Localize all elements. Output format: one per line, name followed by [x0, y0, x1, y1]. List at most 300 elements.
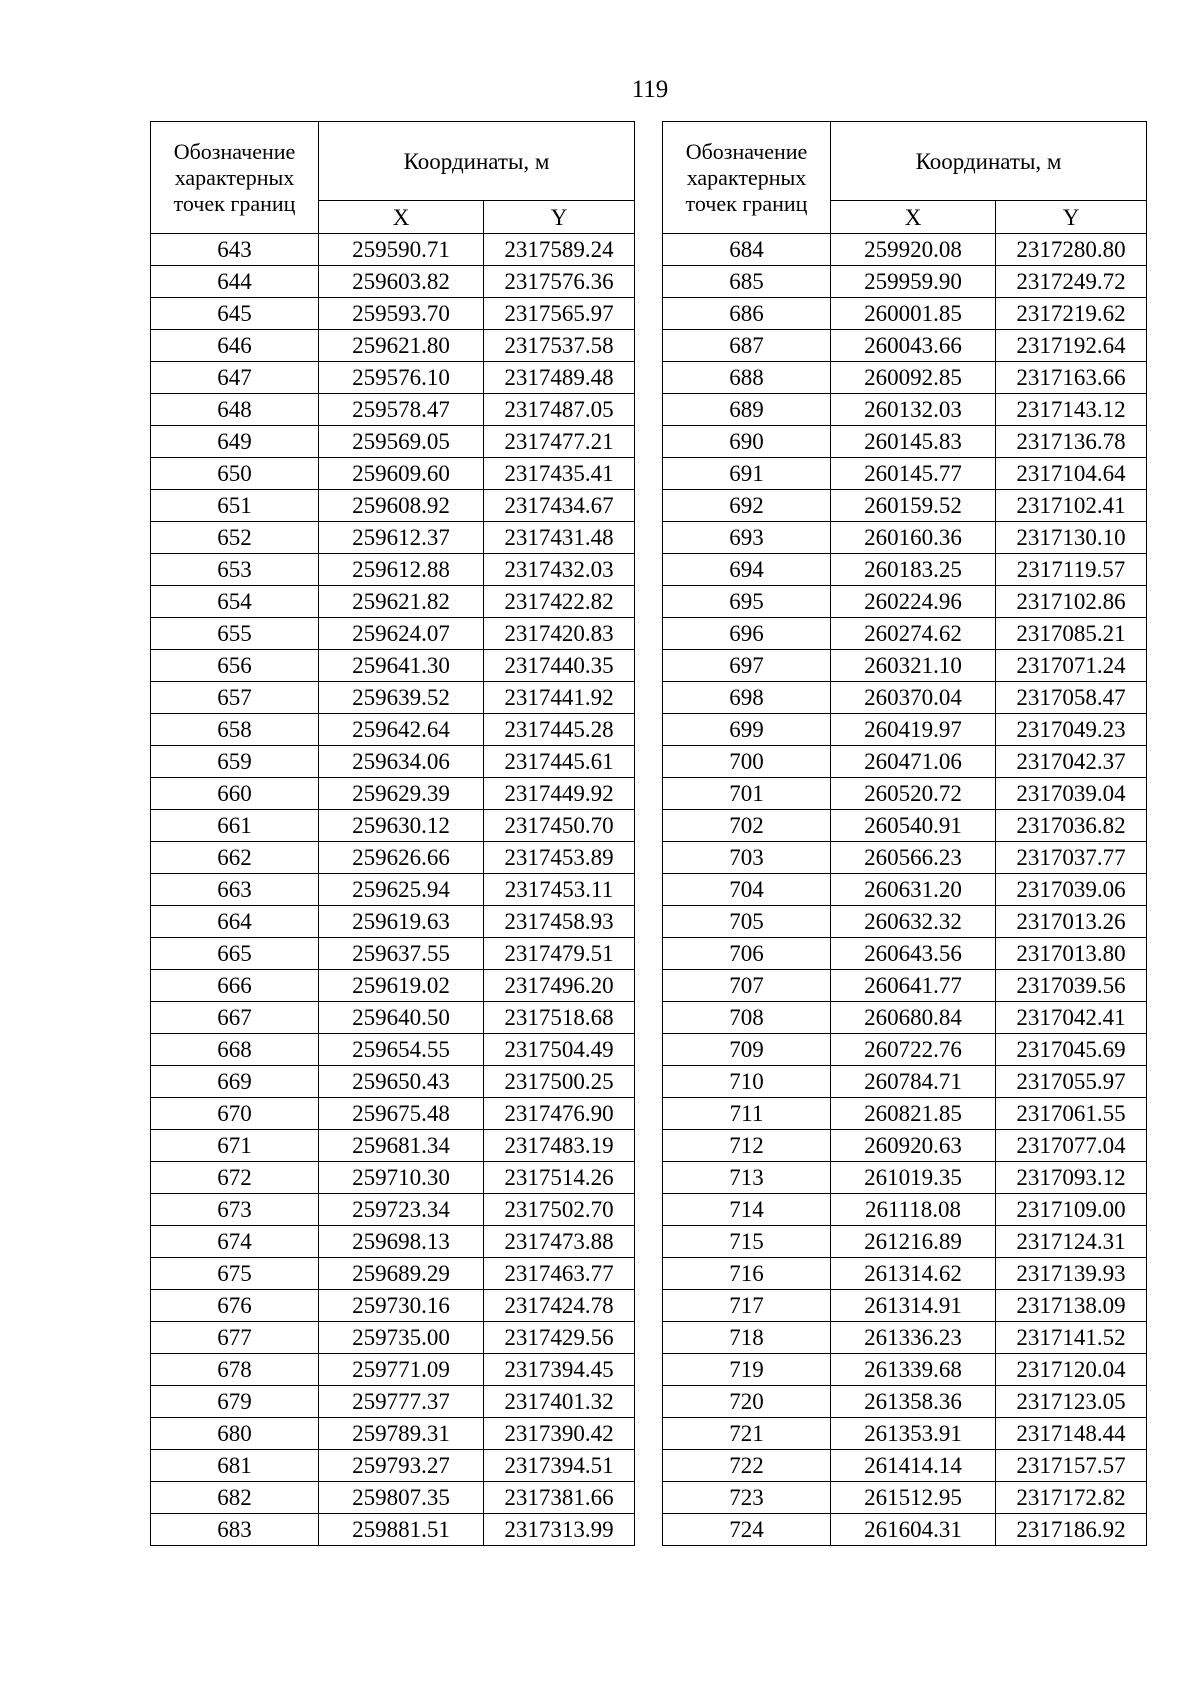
point-id-cell: 714: [663, 1194, 831, 1226]
point-id-cell: 659: [151, 746, 319, 778]
table-row: [151, 1450, 635, 1482]
y-coordinate-cell: 2317192.64: [996, 330, 1147, 362]
table-row: [663, 298, 1147, 330]
x-coordinate-cell: 259959.90: [831, 266, 996, 298]
y-coordinate-cell: 2317394.45: [484, 1354, 635, 1386]
table-row: [151, 938, 635, 970]
table-row: [663, 938, 1147, 970]
x-coordinate-cell: 259576.10: [319, 362, 484, 394]
point-id-cell: 696: [663, 618, 831, 650]
y-coordinate-cell: 2317036.82: [996, 810, 1147, 842]
y-coordinate-cell: 2317141.52: [996, 1322, 1147, 1354]
x-coordinate-cell: 259634.06: [319, 746, 484, 778]
point-id-cell: 672: [151, 1162, 319, 1194]
y-coordinate-cell: 2317102.41: [996, 490, 1147, 522]
table-row: [663, 906, 1147, 938]
x-coordinate-cell: 260566.23: [831, 842, 996, 874]
table-row: [663, 234, 1147, 266]
point-id-cell: 689: [663, 394, 831, 426]
table-row: [151, 1322, 635, 1354]
point-id-cell: 693: [663, 522, 831, 554]
table-row: [663, 682, 1147, 714]
y-coordinate-cell: 2317104.64: [996, 458, 1147, 490]
point-id-cell: 664: [151, 906, 319, 938]
point-id-cell: 691: [663, 458, 831, 490]
point-id-cell: 721: [663, 1418, 831, 1450]
x-coordinate-cell: 259920.08: [831, 234, 996, 266]
y-coordinate-cell: 2317102.86: [996, 586, 1147, 618]
y-coordinate-cell: 2317483.19: [484, 1130, 635, 1162]
y-coordinate-cell: 2317039.06: [996, 874, 1147, 906]
table-row: [151, 266, 635, 298]
x-coordinate-cell: 260821.85: [831, 1098, 996, 1130]
x-coordinate-cell: 260920.63: [831, 1130, 996, 1162]
x-coordinate-cell: 260680.84: [831, 1002, 996, 1034]
x-coordinate-cell: 259710.30: [319, 1162, 484, 1194]
y-coordinate-cell: 2317432.03: [484, 554, 635, 586]
table-row: [663, 810, 1147, 842]
table-row: [663, 874, 1147, 906]
points-column-header: Обозначение характерных точек границ: [151, 122, 319, 234]
table-body: [663, 234, 1147, 1546]
table-row: [151, 842, 635, 874]
table-row: [151, 1514, 635, 1546]
table-row: [151, 618, 635, 650]
point-id-cell: 674: [151, 1226, 319, 1258]
point-id-cell: 687: [663, 330, 831, 362]
table-row: [151, 554, 635, 586]
table-row: [663, 746, 1147, 778]
table-row: [663, 362, 1147, 394]
y-coordinate-cell: 2317453.89: [484, 842, 635, 874]
point-id-cell: 695: [663, 586, 831, 618]
point-id-cell: 657: [151, 682, 319, 714]
point-id-cell: 650: [151, 458, 319, 490]
y-coordinate-cell: 2317589.24: [484, 234, 635, 266]
point-id-cell: 698: [663, 682, 831, 714]
x-coordinate-cell: 259723.34: [319, 1194, 484, 1226]
table-row: [151, 746, 635, 778]
x-coordinate-cell: 259612.88: [319, 554, 484, 586]
y-coordinate-cell: 2317138.09: [996, 1290, 1147, 1322]
point-id-cell: 704: [663, 874, 831, 906]
point-id-cell: 699: [663, 714, 831, 746]
point-id-cell: 719: [663, 1354, 831, 1386]
point-id-cell: 690: [663, 426, 831, 458]
table-row: [151, 1386, 635, 1418]
table-row: [663, 842, 1147, 874]
table-row: [151, 458, 635, 490]
x-coordinate-cell: 259650.43: [319, 1066, 484, 1098]
x-coordinate-cell: 259630.12: [319, 810, 484, 842]
y-coordinate-cell: 2317071.24: [996, 650, 1147, 682]
x-coordinate-cell: 260520.72: [831, 778, 996, 810]
y-coordinate-cell: 2317313.99: [484, 1514, 635, 1546]
table-row: [663, 1194, 1147, 1226]
point-id-cell: 673: [151, 1194, 319, 1226]
y-coordinate-cell: 2317424.78: [484, 1290, 635, 1322]
point-id-cell: 720: [663, 1386, 831, 1418]
x-coordinate-cell: 259789.31: [319, 1418, 484, 1450]
table-row: [151, 490, 635, 522]
x-coordinate-cell: 259593.70: [319, 298, 484, 330]
x-coordinate-cell: 260419.97: [831, 714, 996, 746]
point-id-cell: 644: [151, 266, 319, 298]
point-id-cell: 647: [151, 362, 319, 394]
point-id-cell: 683: [151, 1514, 319, 1546]
y-coordinate-cell: 2317058.47: [996, 682, 1147, 714]
y-coordinate-cell: 2317445.61: [484, 746, 635, 778]
table-row: [151, 362, 635, 394]
point-id-cell: 724: [663, 1514, 831, 1546]
x-coordinate-cell: 259793.27: [319, 1450, 484, 1482]
x-coordinate-cell: 261019.35: [831, 1162, 996, 1194]
y-coordinate-cell: 2317109.00: [996, 1194, 1147, 1226]
point-id-cell: 715: [663, 1226, 831, 1258]
y-coordinate-cell: 2317576.36: [484, 266, 635, 298]
x-coordinate-cell: 260643.56: [831, 938, 996, 970]
point-id-cell: 716: [663, 1258, 831, 1290]
x-coordinate-cell: 259578.47: [319, 394, 484, 426]
y-coordinate-cell: 2317042.41: [996, 1002, 1147, 1034]
x-coordinate-cell: 259777.37: [319, 1386, 484, 1418]
table-row: [151, 330, 635, 362]
x-coordinate-cell: 261512.95: [831, 1482, 996, 1514]
point-id-cell: 668: [151, 1034, 319, 1066]
table-row: [151, 906, 635, 938]
coordinates-column-header: Координаты, м: [319, 122, 635, 201]
point-id-cell: 697: [663, 650, 831, 682]
table-row: [151, 1258, 635, 1290]
table-row: [151, 1482, 635, 1514]
table-row: [151, 522, 635, 554]
x-coordinate-cell: 260321.10: [831, 650, 996, 682]
y-coordinate-cell: 2317037.77: [996, 842, 1147, 874]
page-number: 119: [631, 76, 669, 103]
y-coordinate-cell: 2317440.35: [484, 650, 635, 682]
table-row: [663, 1002, 1147, 1034]
y-coordinate-cell: 2317130.10: [996, 522, 1147, 554]
point-id-cell: 706: [663, 938, 831, 970]
point-id-cell: 646: [151, 330, 319, 362]
point-id-cell: 666: [151, 970, 319, 1002]
table-row: [151, 1354, 635, 1386]
table-body: [151, 234, 635, 1546]
y-coordinate-cell: 2317042.37: [996, 746, 1147, 778]
table-row: [663, 426, 1147, 458]
point-id-cell: 678: [151, 1354, 319, 1386]
x-coordinate-cell: 259624.07: [319, 618, 484, 650]
point-id-cell: 663: [151, 874, 319, 906]
x-coordinate-cell: 259612.37: [319, 522, 484, 554]
x-coordinate-cell: 260722.76: [831, 1034, 996, 1066]
table-row: [151, 874, 635, 906]
y-coordinate-cell: 2317489.48: [484, 362, 635, 394]
x-column-header: X: [319, 201, 484, 234]
y-coordinate-cell: 2317077.04: [996, 1130, 1147, 1162]
y-coordinate-cell: 2317449.92: [484, 778, 635, 810]
x-coordinate-cell: 260641.77: [831, 970, 996, 1002]
x-coordinate-cell: 259881.51: [319, 1514, 484, 1546]
y-coordinate-cell: 2317143.12: [996, 394, 1147, 426]
y-coordinate-cell: 2317139.93: [996, 1258, 1147, 1290]
x-coordinate-cell: 259640.50: [319, 1002, 484, 1034]
point-id-cell: 711: [663, 1098, 831, 1130]
table-row: [663, 618, 1147, 650]
y-coordinate-cell: 2317500.25: [484, 1066, 635, 1098]
point-id-cell: 653: [151, 554, 319, 586]
y-coordinate-cell: 2317120.04: [996, 1354, 1147, 1386]
x-coordinate-cell: 261118.08: [831, 1194, 996, 1226]
y-coordinate-cell: 2317148.44: [996, 1418, 1147, 1450]
point-id-cell: 703: [663, 842, 831, 874]
point-id-cell: 662: [151, 842, 319, 874]
y-coordinate-cell: 2317473.88: [484, 1226, 635, 1258]
y-coordinate-cell: 2317013.26: [996, 906, 1147, 938]
y-coordinate-cell: 2317487.05: [484, 394, 635, 426]
x-coordinate-cell: 259608.92: [319, 490, 484, 522]
x-column-header: X: [831, 201, 996, 234]
x-coordinate-cell: 260092.85: [831, 362, 996, 394]
y-column-header: Y: [484, 201, 635, 234]
x-coordinate-cell: 259626.66: [319, 842, 484, 874]
y-coordinate-cell: 2317093.12: [996, 1162, 1147, 1194]
y-coordinate-cell: 2317514.26: [484, 1162, 635, 1194]
table-row: [663, 1482, 1147, 1514]
table-row: [663, 1034, 1147, 1066]
y-coordinate-cell: 2317431.48: [484, 522, 635, 554]
y-coordinate-cell: 2317055.97: [996, 1066, 1147, 1098]
table-row: [663, 554, 1147, 586]
table-row: [151, 426, 635, 458]
point-id-cell: 682: [151, 1482, 319, 1514]
x-coordinate-cell: 261414.14: [831, 1450, 996, 1482]
point-id-cell: 652: [151, 522, 319, 554]
x-coordinate-cell: 260540.91: [831, 810, 996, 842]
y-coordinate-cell: 2317420.83: [484, 618, 635, 650]
table-row: [663, 1226, 1147, 1258]
x-coordinate-cell: 259629.39: [319, 778, 484, 810]
x-coordinate-cell: 259603.82: [319, 266, 484, 298]
point-id-cell: 645: [151, 298, 319, 330]
point-id-cell: 675: [151, 1258, 319, 1290]
y-coordinate-cell: 2317445.28: [484, 714, 635, 746]
y-coordinate-cell: 2317504.49: [484, 1034, 635, 1066]
y-coordinate-cell: 2317435.41: [484, 458, 635, 490]
y-coordinate-cell: 2317172.82: [996, 1482, 1147, 1514]
y-coordinate-cell: 2317502.70: [484, 1194, 635, 1226]
y-coordinate-cell: 2317039.56: [996, 970, 1147, 1002]
table-row: [151, 1098, 635, 1130]
table-row: [663, 1290, 1147, 1322]
point-id-cell: 718: [663, 1322, 831, 1354]
x-coordinate-cell: 260183.25: [831, 554, 996, 586]
point-id-cell: 686: [663, 298, 831, 330]
y-coordinate-cell: 2317381.66: [484, 1482, 635, 1514]
x-coordinate-cell: 259621.80: [319, 330, 484, 362]
y-coordinate-cell: 2317565.97: [484, 298, 635, 330]
y-coordinate-cell: 2317049.23: [996, 714, 1147, 746]
point-id-cell: 649: [151, 426, 319, 458]
y-coordinate-cell: 2317061.55: [996, 1098, 1147, 1130]
x-coordinate-cell: 260224.96: [831, 586, 996, 618]
x-coordinate-cell: 259771.09: [319, 1354, 484, 1386]
table-row: [663, 490, 1147, 522]
point-id-cell: 648: [151, 394, 319, 426]
table-row: [151, 970, 635, 1002]
x-coordinate-cell: 261358.36: [831, 1386, 996, 1418]
point-id-cell: 669: [151, 1066, 319, 1098]
table-row: [151, 1290, 635, 1322]
y-coordinate-cell: 2317157.57: [996, 1450, 1147, 1482]
y-coordinate-cell: 2317453.11: [484, 874, 635, 906]
table-row: [663, 330, 1147, 362]
x-coordinate-cell: 259641.30: [319, 650, 484, 682]
x-coordinate-cell: 259689.29: [319, 1258, 484, 1290]
table-row: [663, 1130, 1147, 1162]
point-id-cell: 677: [151, 1322, 319, 1354]
y-coordinate-cell: 2317422.82: [484, 586, 635, 618]
point-id-cell: 660: [151, 778, 319, 810]
point-id-cell: 723: [663, 1482, 831, 1514]
point-id-cell: 651: [151, 490, 319, 522]
point-id-cell: 654: [151, 586, 319, 618]
point-id-cell: 655: [151, 618, 319, 650]
x-coordinate-cell: 259735.00: [319, 1322, 484, 1354]
y-column-header: Y: [996, 201, 1147, 234]
table-row: [151, 714, 635, 746]
table-row: [663, 1258, 1147, 1290]
point-id-cell: 694: [663, 554, 831, 586]
x-coordinate-cell: 259675.48: [319, 1098, 484, 1130]
x-coordinate-cell: 259590.71: [319, 234, 484, 266]
table-row: [663, 586, 1147, 618]
table-row: [151, 586, 635, 618]
x-coordinate-cell: 259642.64: [319, 714, 484, 746]
table-row: [663, 522, 1147, 554]
table-row: [663, 1386, 1147, 1418]
table-row: [151, 1066, 635, 1098]
table-row: [663, 778, 1147, 810]
x-coordinate-cell: 259681.34: [319, 1130, 484, 1162]
x-coordinate-cell: 261314.91: [831, 1290, 996, 1322]
y-coordinate-cell: 2317518.68: [484, 1002, 635, 1034]
y-coordinate-cell: 2317219.62: [996, 298, 1147, 330]
point-id-cell: 679: [151, 1386, 319, 1418]
table-row: [663, 970, 1147, 1002]
point-id-cell: 688: [663, 362, 831, 394]
y-coordinate-cell: 2317496.20: [484, 970, 635, 1002]
y-coordinate-cell: 2317045.69: [996, 1034, 1147, 1066]
y-coordinate-cell: 2317249.72: [996, 266, 1147, 298]
x-coordinate-cell: 259619.63: [319, 906, 484, 938]
y-coordinate-cell: 2317390.42: [484, 1418, 635, 1450]
y-coordinate-cell: 2317429.56: [484, 1322, 635, 1354]
coordinates-column-header: Координаты, м: [831, 122, 1147, 201]
y-coordinate-cell: 2317463.77: [484, 1258, 635, 1290]
y-coordinate-cell: 2317479.51: [484, 938, 635, 970]
x-coordinate-cell: 260145.83: [831, 426, 996, 458]
points-column-header: Обозначение характерных точек границ: [663, 122, 831, 234]
x-coordinate-cell: 261314.62: [831, 1258, 996, 1290]
point-id-cell: 685: [663, 266, 831, 298]
point-id-cell: 681: [151, 1450, 319, 1482]
coordinates-table-left: [150, 121, 635, 1546]
table-row: [151, 810, 635, 842]
x-coordinate-cell: 259609.60: [319, 458, 484, 490]
x-coordinate-cell: 259730.16: [319, 1290, 484, 1322]
x-coordinate-cell: 260274.62: [831, 618, 996, 650]
point-id-cell: 676: [151, 1290, 319, 1322]
y-coordinate-cell: 2317477.21: [484, 426, 635, 458]
point-id-cell: 700: [663, 746, 831, 778]
point-id-cell: 710: [663, 1066, 831, 1098]
point-id-cell: 684: [663, 234, 831, 266]
table-row: [151, 682, 635, 714]
point-id-cell: 701: [663, 778, 831, 810]
y-coordinate-cell: 2317163.66: [996, 362, 1147, 394]
y-coordinate-cell: 2317401.32: [484, 1386, 635, 1418]
point-id-cell: 717: [663, 1290, 831, 1322]
table-row: [663, 1514, 1147, 1546]
y-coordinate-cell: 2317085.21: [996, 618, 1147, 650]
y-coordinate-cell: 2317280.80: [996, 234, 1147, 266]
x-coordinate-cell: 260784.71: [831, 1066, 996, 1098]
point-id-cell: 665: [151, 938, 319, 970]
y-coordinate-cell: 2317441.92: [484, 682, 635, 714]
table-row: [663, 1098, 1147, 1130]
point-id-cell: 713: [663, 1162, 831, 1194]
table-row: [151, 1194, 635, 1226]
point-id-cell: 712: [663, 1130, 831, 1162]
y-coordinate-cell: 2317450.70: [484, 810, 635, 842]
table-row: [663, 1322, 1147, 1354]
x-coordinate-cell: 260160.36: [831, 522, 996, 554]
table-row: [151, 1226, 635, 1258]
x-coordinate-cell: 259569.05: [319, 426, 484, 458]
point-id-cell: 692: [663, 490, 831, 522]
x-coordinate-cell: 260145.77: [831, 458, 996, 490]
x-coordinate-cell: 261604.31: [831, 1514, 996, 1546]
point-id-cell: 722: [663, 1450, 831, 1482]
x-coordinate-cell: 260001.85: [831, 298, 996, 330]
x-coordinate-cell: 260471.06: [831, 746, 996, 778]
point-id-cell: 670: [151, 1098, 319, 1130]
table-row: [663, 1418, 1147, 1450]
table-row: [663, 714, 1147, 746]
y-coordinate-cell: 2317136.78: [996, 426, 1147, 458]
point-id-cell: 680: [151, 1418, 319, 1450]
y-coordinate-cell: 2317123.05: [996, 1386, 1147, 1418]
point-id-cell: 661: [151, 810, 319, 842]
x-coordinate-cell: 261216.89: [831, 1226, 996, 1258]
y-coordinate-cell: 2317394.51: [484, 1450, 635, 1482]
x-coordinate-cell: 260631.20: [831, 874, 996, 906]
point-id-cell: 667: [151, 1002, 319, 1034]
table-row: [663, 1450, 1147, 1482]
point-id-cell: 658: [151, 714, 319, 746]
point-id-cell: 656: [151, 650, 319, 682]
x-coordinate-cell: 260159.52: [831, 490, 996, 522]
point-id-cell: 709: [663, 1034, 831, 1066]
table-row: [663, 1066, 1147, 1098]
table-row: [151, 1418, 635, 1450]
x-coordinate-cell: 259807.35: [319, 1482, 484, 1514]
table-row: [663, 650, 1147, 682]
x-coordinate-cell: 259654.55: [319, 1034, 484, 1066]
x-coordinate-cell: 260132.03: [831, 394, 996, 426]
table-row: [151, 234, 635, 266]
